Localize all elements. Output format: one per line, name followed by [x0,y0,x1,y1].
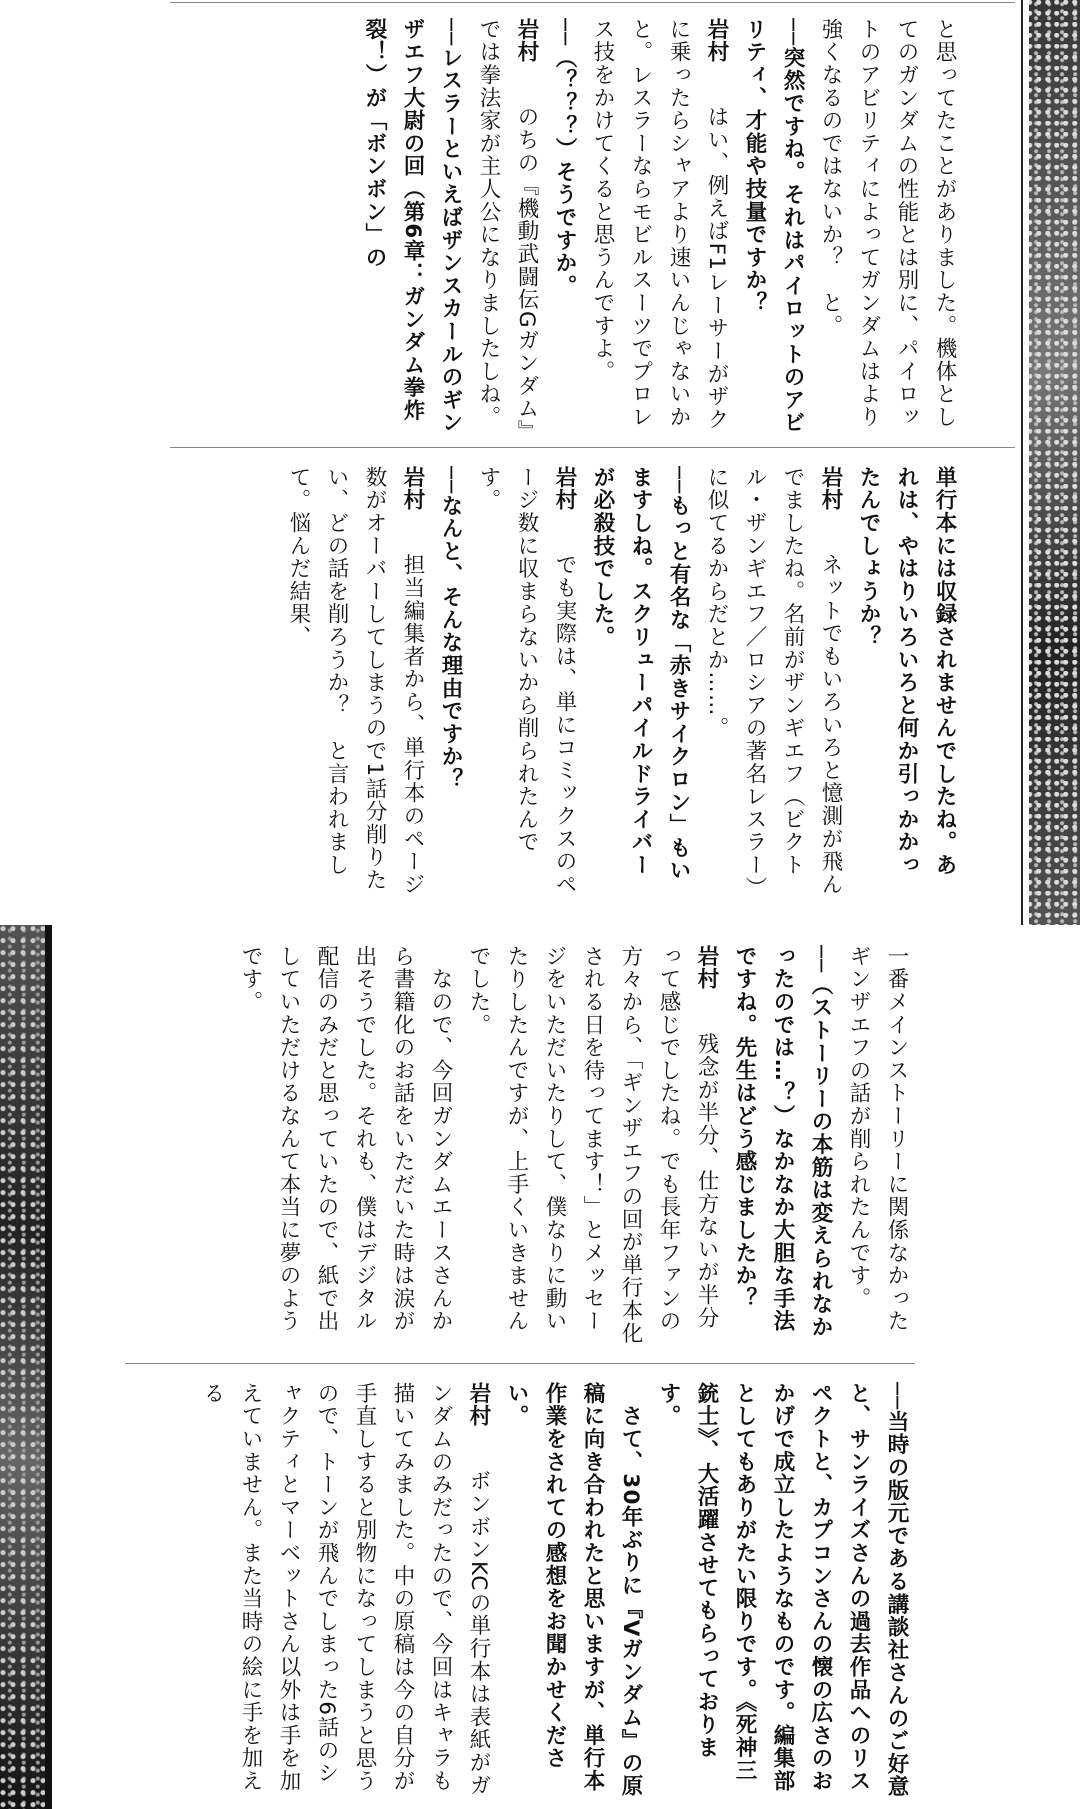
paragraph-text: と思ってたことがありました。機体としてのガンダムの性能とは別に、パイロットのアビリティによってガンダムはより強くなるのではないか？ と。 [818,18,957,429]
paragraph-text: 残念が半分、仕方ないが半分って感じでしたね。でも長年ファンの方々から、「ギンザエフの回が単行本化される日を待ってます！」とメッセージをいただいたりして、僕なりに動いたりしたんですが、上手くいきませんでした。 [466,945,719,1345]
paragraph-text: 担当編集者から、単行本のページ数がオーバーしてしまうので1話分削りたい、どの話を削ろうか？ と言われまして。悩んだ結果、 [286,466,425,896]
text-column-bottom-right [168,466,963,896]
speaker-name: 岩村 [818,466,843,512]
paragraph-text: ──なんと、そんな理由ですか？ [438,466,463,791]
paragraph-text: はい、例えばF1レーサーがザクに乗ったらシャアより速いんじゃないかと。レスラーならモビルスーツでプロレス技をかけてくると思うんですよ。 [590,18,729,431]
paragraph-text: ──レスラーといえばザンスカールのギンザエフ大尉の回（第6章：ガンダム拳炸裂！）が「ボンボン」の [362,18,463,435]
decorative-photo-strip-left [0,925,45,1809]
paragraph [839,945,915,1350]
speaker-name: 岩村 [400,466,425,512]
text-column-top-right [168,18,963,436]
paragraph [469,466,583,896]
paragraph [811,18,963,436]
divider-right-middle [170,447,1015,448]
border-bar-right [1021,0,1029,925]
paragraph [849,466,963,896]
paragraph [459,945,725,1350]
speaker-name: 岩村 [704,18,729,64]
divider-top [170,2,1015,3]
paragraph [649,1382,915,1802]
paragraph-text: ボンボンKCの単行本は表紙がガンダムのみだったので、今回はキャラも描いてみました。中の原稿は今の自分が手直しすると別物になってしまうと思うので、トーンが飛んでしまった6話のシャクティとマーベットさん以外は手を加えていません。また当時の絵に手を加える [200,1382,491,1797]
paragraph [735,18,811,436]
paragraph [583,18,735,436]
paragraph [193,1382,497,1802]
paragraph-text: さて、30年ぶりに『Vガンダム』の原稿に向き合われたと思いますが、単行本作業をされての感想をお聞かせください。 [504,1382,643,1798]
paragraph-text: 一番メインストーリーに関係なかったギンザエフの話が削られたんです。 [846,945,909,1333]
paragraph-text: ──（ストーリーの本筋は変えられなかったのでは…？）なかなか大胆な手法ですね。先生はどう感じましたか？ [732,945,833,1339]
paragraph-text: ──当時の版元である講談社さんのご好意と、サンライズさんの過去作品へのリスペクトと、カプコンさんの懐の広さのおかげで成立したようなものです。編集部としてもありがたい限りです。《死神三銃士》、大活躍させてもらっております。 [656,1382,909,1799]
paragraph-text: ──（？？？）そうですか。 [552,18,577,298]
paragraph-text: なので、今回ガンダムエースさんから書籍化のお話をいただいた時は涙が出そうでした。それも、僕はデジタル配信のみだと思っていたので、紙で出していただけるなんて本当に夢のようです。 [238,945,453,1333]
paragraph-text: ──もっと有名な「赤きサイクロン」もいますしね。スクリューパイルドライバーが必殺技でした。 [590,466,691,883]
speaker-name: 岩村 [552,466,577,512]
speaker-name: 岩村 [466,1382,491,1428]
paragraph [469,18,545,436]
paragraph-text: のちの『機動武闘伝Gガンダム』では拳法家が主人公になりましたしね。 [476,18,539,433]
text-column-bottom-left [120,1382,915,1802]
paragraph [279,466,431,896]
paragraph [697,466,849,896]
paragraph [431,466,469,896]
paragraph-text: ネットでもいろいろと憶測が飛んでましたね。名前がザンギエフ（ビクトル・ザンギエフ／ロシアの著名レスラー）に似てるからだとか……。 [704,466,843,896]
border-bar-left [45,925,52,1809]
speaker-name: 岩村 [694,945,719,991]
paragraph [583,466,697,896]
divider-left-middle [125,1363,915,1364]
paragraph [355,18,469,436]
paragraph-text: 単行本には収録されませんでしたね。あれは、やはりいろいろと何か引っかかったんでしょうか？ [856,466,957,877]
paragraph-text: でも実際は、単にコミックスのページ数に収まらないから削られたんです。 [476,466,577,896]
paragraph [725,945,839,1350]
paragraph-text: ──突然ですね。それはパイロットのアビリティ、才能や技量ですか？ [742,18,805,435]
paragraph [497,1382,649,1802]
paragraph [231,945,459,1350]
speaker-name: 岩村 [514,18,539,64]
paragraph [545,18,583,436]
decorative-photo-strip-right [1027,0,1080,925]
text-column-top-left [120,945,915,1350]
